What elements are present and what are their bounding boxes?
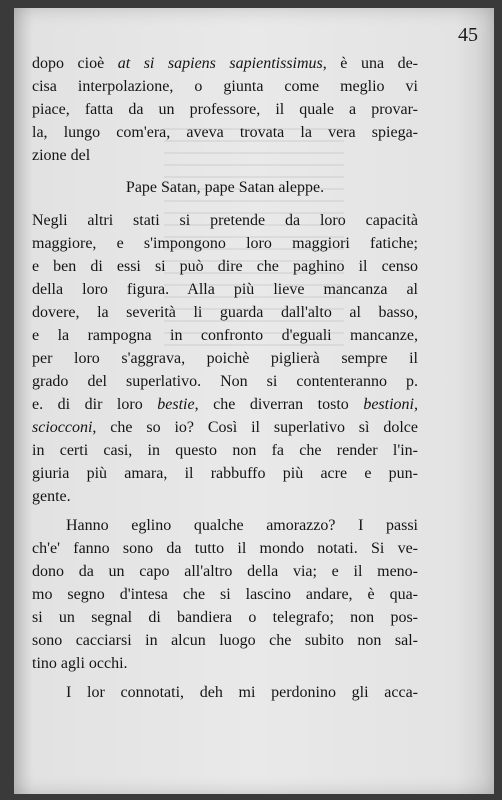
text-run: , che so io? Così il superlativo sì dolce (92, 419, 418, 436)
italic-run: sciocconi (32, 419, 93, 436)
text-line (32, 652, 418, 675)
text-run: la, lungo com'era, aveva trovata la vera spiega- (32, 124, 418, 141)
text-run: e ben di essi si può dire che paghino il censo (32, 258, 418, 275)
text-line (32, 301, 418, 324)
text-line (32, 98, 418, 121)
italic-run: bestie (157, 396, 195, 413)
text-run: e la rampogna in confronto d'eguali mancanze, (32, 327, 418, 344)
text-run: mo segno d'intesa che si lascino andare, è qua- (32, 586, 418, 603)
text-run: si un segnal di bandiera o telegrafo; non pos- (32, 609, 418, 626)
text-line (32, 370, 418, 393)
text-line (32, 347, 418, 370)
text-line (32, 439, 418, 462)
italic-run: bestioni, (363, 396, 418, 413)
page-number: 45 (458, 24, 478, 46)
text-run: , che diverran tosto (194, 396, 364, 413)
text-run: , è una de- (322, 55, 418, 72)
text-line (32, 75, 418, 98)
text-line (32, 606, 418, 629)
text-line (32, 209, 418, 232)
text-line (32, 278, 418, 301)
text-run: maggiore, e s'impongono loro maggiori fatiche; (32, 235, 418, 252)
text-line (32, 232, 418, 255)
text-line (32, 52, 418, 75)
text-line (32, 681, 418, 704)
text-line (32, 560, 418, 583)
text-line (32, 537, 418, 560)
text-run: e. di dir loro (32, 396, 158, 413)
text-run: sono cacciarsi in alcun luogo che subito non sal- (32, 632, 418, 649)
text-run: piace, fatta da un professore, il quale a provar- (32, 101, 418, 118)
text-line (32, 583, 418, 606)
text-run: Negli altri stati si pretende da loro capacità (32, 212, 418, 229)
text-run: della loro figura. Alla più lieve mancanza al (32, 281, 418, 298)
text-line (32, 121, 418, 144)
text-line (32, 324, 418, 347)
text-line (32, 514, 418, 537)
text-run: in certi casi, in questo non fa che render l'in- (32, 442, 418, 459)
italic-run: at si sapiens sapientissimus (117, 55, 323, 72)
body-text (32, 52, 418, 704)
text-run: gente. (32, 488, 71, 505)
text-line (32, 485, 418, 508)
text-run: dono da un capo all'altro della via; e il meno- (32, 563, 418, 580)
text-line (32, 462, 418, 485)
text-line (32, 255, 418, 278)
text-line (32, 393, 418, 416)
book-page (14, 8, 494, 794)
text-line (32, 144, 418, 167)
text-run: dopo cioè (32, 55, 118, 72)
text-line (32, 416, 418, 439)
text-run: per loro s'aggrava, poichè piglierà sempre il (32, 350, 418, 367)
text-line (32, 629, 418, 652)
text-run: I lor connotati, deh mi perdonino gli acca- (66, 684, 418, 701)
text-run: cisa interpolazione, o giunta come meglio vi (32, 78, 418, 95)
text-run: zione del (32, 147, 91, 164)
text-run: Hanno eglino qualche amorazzo? I passi (66, 517, 418, 534)
text-run: dovere, la severità li guarda dall'alto al basso, (32, 304, 418, 321)
text-run: tino agli occhi. (32, 655, 128, 672)
text-run: ch'e' fanno sono da tutto il mondo notati. Si ve- (32, 540, 418, 557)
quoted-verse: Pape Satan, pape Satan aleppe. (125, 179, 325, 196)
text-run: grado del superlativo. Non si contenteranno p. (32, 373, 418, 390)
text-run: giuria più amara, il rabbuffo più acre e pun- (32, 465, 418, 482)
